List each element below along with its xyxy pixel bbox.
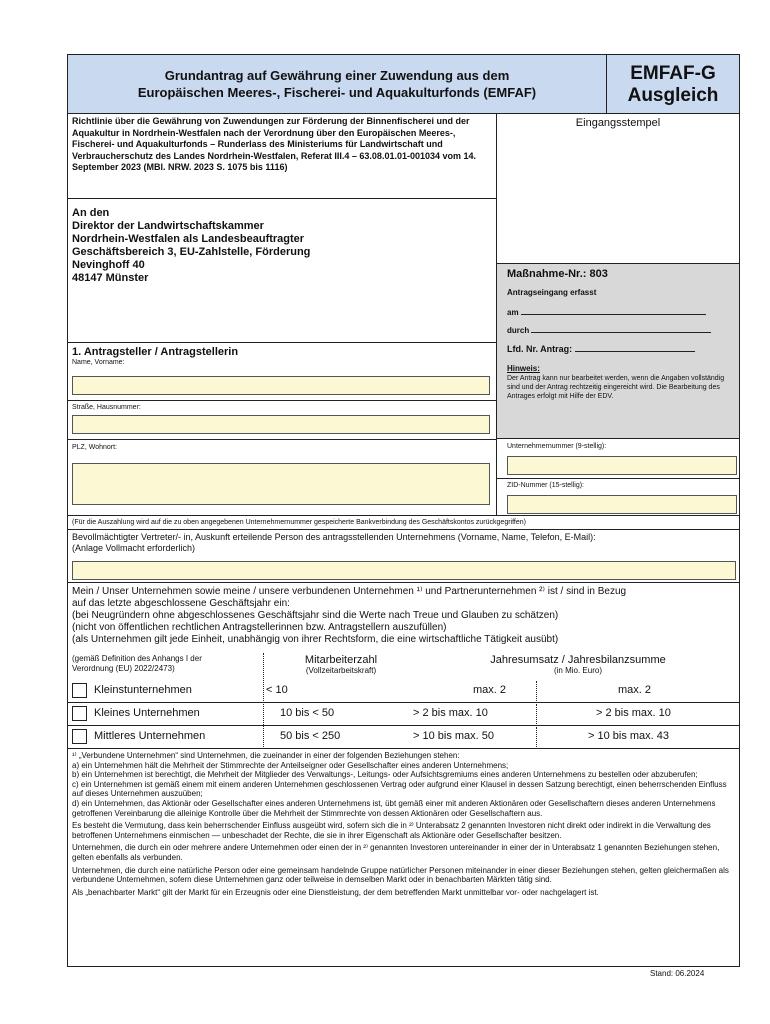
footnote: a) ein Unternehmen hält die Mehrheit der Stimmrechte der Anteilseigner oder Gesellschafter eines anderen Unternehmens;: [72, 760, 509, 770]
footnote: Unternehmen, die durch ein oder mehrere andere Unternehmen oder einen der in ²⁾ genannten Investoren untereinander in einer der in Unterabsatz 1 genannten Beziehungen stehen, gelten ebenfalls als verbunden.: [72, 843, 720, 862]
sme-intro: (bei Neugründern ohne abgeschlossenes Geschäftsjahr sind die Werte nach Treue und Glauben zu schätzen): [72, 610, 559, 621]
row-turnover: > 10 bis max. 50: [413, 730, 495, 742]
am-line[interactable]: [521, 314, 706, 315]
section1-title: 1. Antragsteller / Antragstellerin: [72, 346, 239, 358]
col-turnover: Jahresumsatz / Jahresbilanzsumme: [490, 654, 666, 666]
representative-input[interactable]: [72, 561, 736, 580]
form-header: [67, 54, 607, 114]
hinweis-text: Der Antrag kann nur bearbeitet werden, wenn die Angaben vollständig sind und der Antrag rechtzeitig eingereicht wird. Die Bearbeitung des Antrages erfolgt mit Hilfe der EDV.: [507, 375, 725, 400]
unternehmer-label: Unternehmernummer (9-stellig):: [507, 443, 607, 450]
row-staff: 50 bis < 250: [280, 730, 341, 742]
row-label: Kleines Unternehmen: [94, 707, 200, 719]
form-title-line2: Europäischen Meeres-, Fischerei- und Aquakulturfonds (EMFAF): [137, 85, 537, 100]
form-code-line2: Ausgleich: [627, 85, 719, 106]
address-line: An den: [72, 207, 110, 219]
zid-label: ZID-Nummer (15-stellig):: [507, 482, 585, 489]
stand-date: Stand: 06.2024: [650, 969, 705, 978]
plz-label: PLZ, Wohnort:: [72, 444, 118, 451]
sme-row: [68, 681, 739, 703]
ids-box: [496, 438, 740, 516]
sme-intro: Mein / Unser Unternehmen sowie meine / unsere verbundenen Unternehmen ¹⁾ und Partnerunternehmen ²⁾ ist / sind in Bezug: [72, 586, 627, 597]
am-label: am: [507, 308, 519, 317]
checkbox-klein[interactable]: [72, 706, 87, 721]
row-staff: 10 bis < 50: [280, 707, 335, 719]
rep-line1: Bevollmächtigter Vertreter/- in, Auskunft erteilende Person des antragsstellenden Unternehmens (Vorname, Name, Telefon, E-Mail):: [72, 532, 596, 542]
col-staff-sub: (Vollzeitarbeitskraft): [305, 666, 377, 675]
unternehmer-input[interactable]: [507, 456, 737, 475]
footnote: ¹⁾ „Verbundene Unternehmen“ sind Unternehmen, die zueinander in einer der folgenden Beziehungen stehen:: [72, 751, 460, 760]
address-box: [67, 198, 497, 343]
stamp-box: [496, 113, 740, 264]
row-balance: max. 2: [618, 684, 652, 696]
plz-input[interactable]: [72, 463, 490, 505]
row-label: Mittleres Unternehmen: [94, 730, 206, 742]
stamp-label: Eingangsstempel: [575, 117, 661, 129]
row-turnover: max. 2: [473, 684, 507, 696]
row-balance: > 2 bis max. 10: [596, 707, 671, 719]
street-label: Straße, Hausnummer:: [72, 404, 141, 411]
directive-box: [67, 113, 497, 199]
bank-note-row: [67, 515, 740, 530]
row-label: Kleinstunternehmen: [94, 684, 192, 696]
sme-box: [67, 582, 740, 967]
form-code-line1: EMFAF-G: [630, 63, 716, 84]
checkbox-kleinst[interactable]: [72, 683, 87, 698]
address-line: Direktor der Landwirtschaftskammer: [72, 220, 264, 232]
address-line: Nevinghoff 40: [72, 259, 145, 271]
bank-note: (Für die Auszahlung wird auf die zu oben angegebenen Unternehmernummer gespeicherte Bankverbindung des Geschäftskontos zurückgegriffen): [72, 519, 526, 526]
checkbox-mittel[interactable]: [72, 729, 87, 744]
name-input[interactable]: [72, 376, 490, 395]
form-code-box: [606, 54, 740, 114]
row-turnover: > 2 bis max. 10: [413, 707, 488, 719]
sme-row: [68, 727, 739, 749]
def-label: Verordnung (EU) 2022/2473): [72, 664, 175, 673]
footnote: c) ein Unternehmen ist gemäß einem mit einem anderen Unternehmen geschlossenen Vertrag oder aufgrund einer Klausel in dessen Satzung berechtigt, einen beherrschenden Einfluss auf dieses Unternehmen auszuüben;: [72, 779, 727, 799]
address-line: Nordrhein-Westfalen als Landesbeauftragter: [72, 233, 305, 245]
sme-intro: auf das letzte abgeschlossene Geschäftsjahr ein:: [72, 598, 290, 609]
street-input[interactable]: [72, 415, 490, 434]
office-use-box: [496, 263, 740, 439]
footnote: Als „benachbarter Markt“ gilt der Markt für ein Erzeugnis oder eine Dienstleistung, der dem betreffenden Markt unmittelbar vor- oder nachgelagert ist.: [72, 887, 599, 897]
hinweis-title: Hinweis:: [507, 364, 540, 373]
section1-box: [67, 342, 497, 516]
antragseingang-label: Antragseingang erfasst: [507, 288, 597, 297]
col-turnover-sub: (in Mio. Euro): [553, 666, 602, 675]
footnote: Unternehmen, die durch eine natürliche Person oder eine gemeinsam handelnde Gruppe natürlicher Personen miteinander in einer dieser Beziehungen stehen, gelten gleichermaßen als verbundene Unternehmen, sofern diese Unternehmen ganz oder teilweise in demselben Markt oder in benachbarten Märkten tätig sind.: [72, 865, 729, 885]
address-line: Geschäftsbereich 3, EU-Zahlstelle, Förderung: [72, 246, 311, 258]
durch-line[interactable]: [531, 332, 711, 333]
sme-intro: (als Unternehmen gilt jede Einheit, unabhängig von ihrer Rechtsform, die eine wirtschaftliche Tätigkeit ausübt): [72, 634, 559, 645]
name-label: Name, Vorname:: [72, 359, 125, 366]
col-staff: Mitarbeiterzahl: [304, 654, 378, 666]
durch-label: durch: [507, 326, 530, 335]
rep-line2: (Anlage Vollmacht erforderlich): [72, 543, 196, 553]
def-label: (gemäß Definition des Anhangs I der: [72, 654, 202, 663]
form-title-line1: Grundantrag auf Gewährung einer Zuwendung aus dem: [164, 68, 510, 83]
footnote: Es besteht die Vermutung, dass kein beherrschender Einfluss ausgeübt wird, sofern sich die in ²⁾ Unterabsatz 2 genannten Investoren nicht direkt oder indirekt in die Verwaltung des betroffenen Unternehmens einmischen — unbeschadet der Rechte, die sie in ihrer Eigenschaft als Aktionäre oder Gesellschafter besitzen.: [72, 821, 711, 840]
sme-row: [68, 704, 739, 726]
footnote: b) ein Unternehmen ist berechtigt, die Mehrheit der Mitglieder des Verwaltungs-, Leitungs- oder Aufsichtsgremiums eines anderen Unternehmens zu bestellen oder abzuberufen;: [72, 770, 698, 780]
address-line: 48147 Münster: [72, 272, 149, 284]
sme-intro: (nicht von öffentlichen rechtlichen Antragstellerinnen bzw. Antragstellern auszufüllen): [72, 622, 447, 633]
representative-box: [67, 529, 740, 583]
lfd-line[interactable]: [575, 351, 695, 352]
row-balance: > 10 bis max. 43: [588, 730, 670, 742]
massnahme-nr: Maßnahme-Nr.: 803: [507, 268, 608, 280]
directive-text: Richtlinie über die Gewährung von Zuwendungen zur Förderung der Binnenfischerei und der Aquakultur in Nordrhein-Westfalen nach der Verordnung über den Europäischen Meeres-, Fischerei- und Aquakulturfonds – Runderlass des Ministeriums für Landwirtschaft und Verbraucherschutz des Landes Nordrhein-Westfalen, Referat III.4 – 63.08.01.01-001034 vom 14. September 2023 (MBl. NRW. 2023 S. 1075 bis 1116): [72, 116, 477, 172]
footnote: d) ein Unternehmen, das Aktionär oder Gesellschafter eines anderen Unternehmens ist, übt gemäß einer mit anderen Aktionären oder Gesellschaftern dieses anderen Unternehmens getroffenen Vereinbarung die alleinige Kontrolle über die Mehrheit der Stimmrechte von dessen Aktionären oder Gesellschaftern aus.: [72, 798, 716, 818]
row-staff: < 10: [266, 684, 288, 696]
zid-input[interactable]: [507, 495, 737, 514]
lfd-label: Lfd. Nr. Antrag:: [507, 344, 573, 354]
